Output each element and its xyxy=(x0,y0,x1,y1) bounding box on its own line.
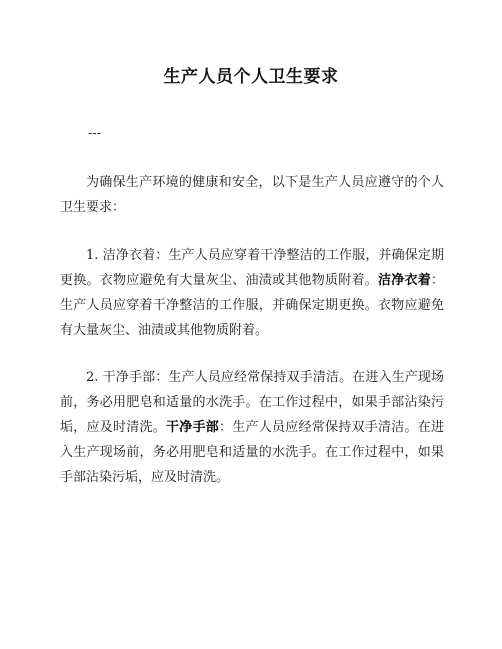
list-item-1 xyxy=(60,243,444,343)
item-2-tail: 生产人员应经常保持双手清洁。在进入生产现场前，务必用肥皂和适量的水洗手。在工作过程中，如果手部沾染污垢，应及时清洗。 xyxy=(60,420,444,485)
item-1-lead: 洁净衣着：生产人员应穿着干净整洁的工作服，并确保定期更换。衣物应避免有大量灰尘、油渍或其他物质附着。 xyxy=(60,248,444,288)
item-1-bold-colon: ： xyxy=(430,273,444,288)
item-1-number: 1. xyxy=(86,248,103,263)
list-item-2 xyxy=(60,365,444,490)
separator-line: --- xyxy=(88,126,102,141)
item-2-bold-colon: ： xyxy=(218,420,233,435)
item-1-tail: 生产人员应穿着干净整洁的工作服，并确保定期更换。衣物应避免有大量灰尘、油渍或其他物质附着。 xyxy=(60,298,444,338)
item-1-bold-label: 洁净衣着 xyxy=(377,273,431,288)
document-title: 生产人员个人卫生要求 xyxy=(163,67,339,87)
intro-paragraph: 为确保生产环境的健康和安全，以下是生产人员应遵守的个人卫生要求： xyxy=(60,175,444,215)
item-2-bold-label: 干净手部 xyxy=(165,420,219,435)
item-2-lead: 干净手部：生产人员应经常保持双手清洁。在进入生产现场前，务必用肥皂和适量的水洗手。在工作过程中，如果手部沾染污垢，应及时清洗。 xyxy=(60,370,444,435)
item-2-number: 2. xyxy=(86,370,103,385)
